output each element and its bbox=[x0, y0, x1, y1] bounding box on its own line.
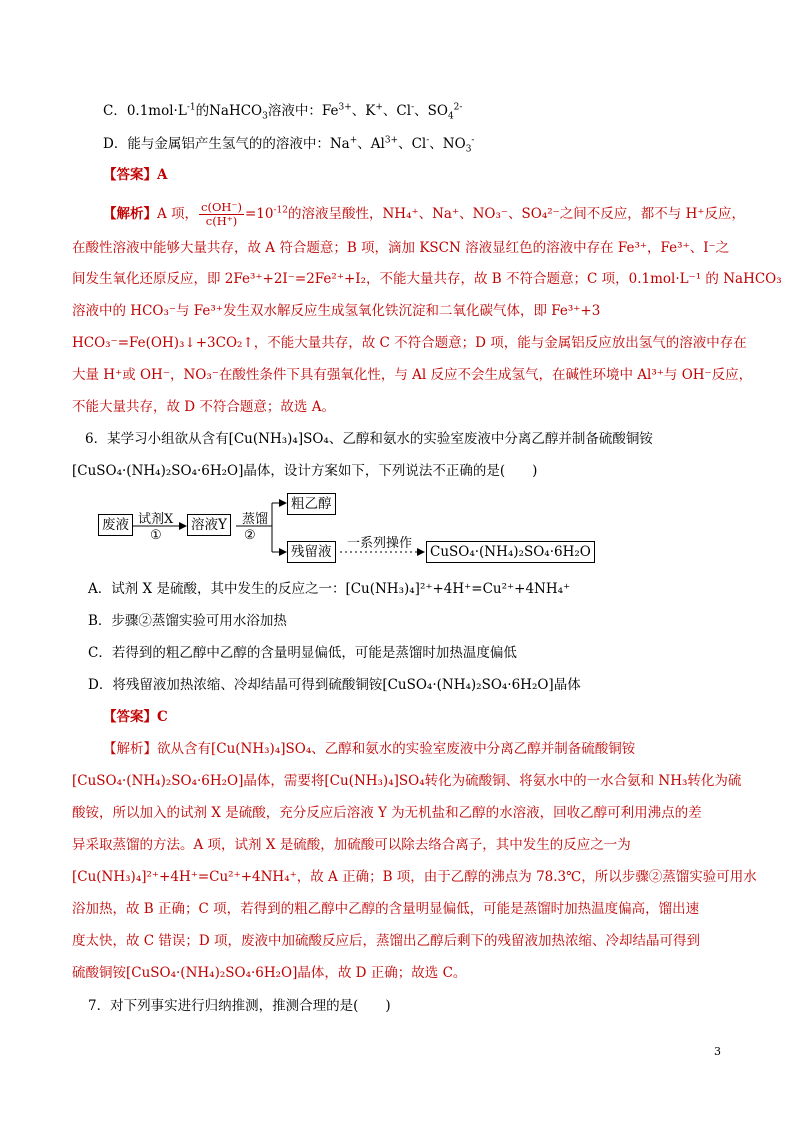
q6-analysis-line-5: [Cu(NH₃)₄]²⁺+4H⁺=Cu²⁺+4NH₄⁺，故 A 正确；B 项，由于乙醇的沸点为 78.3℃，所以步骤②蒸馏实验可用水 bbox=[72, 869, 757, 885]
q5-option-c: C．$0.1mol\cdot L^{-1}$的NaHCO$_3$溶液中：$Fe^{3+}$、K+、Cl-、$SO_4^{2-}$ bbox=[103, 102, 463, 122]
q6-analysis-line-1: 【解析】欲从含有[Cu(NH₃)₄]SO₄、乙醇和氨水的实验室废液中分离乙醇并制备硫酸铜铵 bbox=[103, 741, 636, 757]
q5-analysis-line-1: 【解析】A 项， $\frac{c(OH^-)}{c(H^+)}$ $=10^{-12}$的溶液呈酸性，NH₄⁺、Na⁺、NO₃⁻、SO₄²⁻之间不反应，都不与 H⁺反应， bbox=[103, 200, 745, 228]
q5-option-d: D．能与金属铝产生氢气的的溶液中：Na+、$Al^{3+}$、Cl-、$NO_3^-$ bbox=[103, 135, 475, 155]
q6-option-b: B．步骤②蒸馏实验可用水浴加热 bbox=[88, 613, 287, 629]
page-number: 3 bbox=[714, 1045, 721, 1058]
q6-option-c: C．若得到的粗乙醇中乙醇的含量明显偏低，可能是蒸馏时加热温度偏低 bbox=[88, 645, 517, 661]
q5-analysis-line-3: 间发生氧化还原反应，即 2Fe³⁺+2I⁻=2Fe²⁺+I₂，不能大量共存，故 B 不符合题意；C 项，0.1mol·L⁻¹ 的 NaHCO₃ bbox=[72, 271, 782, 287]
q6-stem-line-1: 6．某学习小组欲从含有[Cu(NH₃)₄]SO₄、乙醇和氨水的实验室废液中分离乙醇并制备硫酸铜铵 bbox=[85, 431, 653, 447]
q5-analysis-line-7: 不能大量共存，故 D 不符合题意；故选 A。 bbox=[72, 399, 335, 415]
q5-analysis-line-5: HCO₃⁻=Fe(OH)₃↓+3CO₂↑，不能大量共存，故 C 不符合题意；D 项，能与金属铝反应放出氢气的溶液中存在 bbox=[72, 335, 747, 351]
q5-analysis-line-2: 在酸性溶液中能够大量共存，故 A 符合题意；B 项，滴加 KSCN 溶液显红色的溶液中存在 Fe³⁺，Fe³⁺、I⁻之 bbox=[72, 240, 730, 256]
q5-answer: 【答案】A bbox=[103, 167, 168, 183]
reagent-label: 试剂X bbox=[138, 512, 174, 527]
q5-analysis-line-6: 大量 H⁺或 OH⁻，NO₃⁻在酸性条件下具有强氧化性，与 Al 反应不会生成氢气，在碱性环境中 Al³⁺与 OH⁻反应， bbox=[72, 367, 753, 383]
q6-option-d: D．将残留液加热浓缩、冷却结晶可得到硫酸铜铵[CuSO₄·(NH₄)₂SO₄·6H₂O]晶体 bbox=[88, 677, 581, 693]
concentration-ratio-fraction: $\frac{c(OH^-)}{c(H^+)}$ bbox=[201, 200, 242, 228]
q7-stem: 7．对下列事实进行归纳推测，推测合理的是( ) bbox=[88, 998, 391, 1014]
q6-analysis-line-6: 浴加热，故 B 正确；C 项，若得到的粗乙醇中乙醇的含量明显偏低，可能是蒸馏时加热温度偏高，馏出速 bbox=[72, 901, 700, 917]
step1-label: ① bbox=[150, 528, 162, 543]
q6-analysis-line-2: [CuSO₄·(NH₄)₂SO₄·6H₂O]晶体，需要将[Cu(NH₃)₄]SO₄转化为硫酸铜、将氨水中的一水合氨和 NH₃转化为硫 bbox=[72, 773, 742, 789]
solution-box: 溶液Y bbox=[187, 514, 231, 536]
residue-box: 残留液 bbox=[287, 541, 336, 563]
crude-ethanol-box: 粗乙醇 bbox=[287, 493, 336, 515]
q6-analysis-line-4: 异采取蒸馏的方法。A 项，试剂 X 是硫酸，加硫酸可以除去络合离子，其中发生的反应之一为 bbox=[72, 837, 631, 853]
distill-label: 蒸馏 bbox=[242, 512, 269, 527]
series-ops-label: 一系列操作 bbox=[347, 536, 413, 551]
q6-stem-line-2: [CuSO₄·(NH₄)₂SO₄·6H₂O]晶体，设计方案如下，下列说法不正确的是( ) bbox=[72, 463, 538, 479]
waste-box: 废液 bbox=[98, 514, 133, 536]
step2-label: ② bbox=[244, 528, 256, 543]
q5-analysis-line-4: 溶液中的 HCO₃⁻与 Fe³⁺发生双水解反应生成氢氧化铁沉淀和二氧化碳气体，即 Fe³⁺+3 bbox=[72, 303, 601, 319]
q6-answer: 【答案】C bbox=[103, 709, 168, 725]
q6-analysis-line-8: 硫酸铜铵[CuSO₄·(NH₄)₂SO₄·6H₂O]晶体，故 D 正确；故选 C。 bbox=[72, 965, 467, 981]
q6-analysis-line-3: 酸铵，所以加入的试剂 X 是硫酸，充分反应后溶液 Y 为无机盐和乙醇的水溶液，回收乙醇可利用沸点的差 bbox=[72, 805, 702, 821]
product-box: CuSO₄·(NH₄)₂SO₄·6H₂O bbox=[426, 541, 595, 563]
q6-option-a: A．试剂 X 是硫酸，其中发生的反应之一：[Cu(NH₃)₄]²⁺+4H⁺=Cu²⁺+4NH₄⁺ bbox=[88, 581, 571, 597]
q6-analysis-line-7: 度太快，故 C 错误；D 项，废液中加硫酸反应后，蒸馏出乙醇后剩下的残留液加热浓缩、冷却结晶可得到 bbox=[72, 933, 701, 949]
